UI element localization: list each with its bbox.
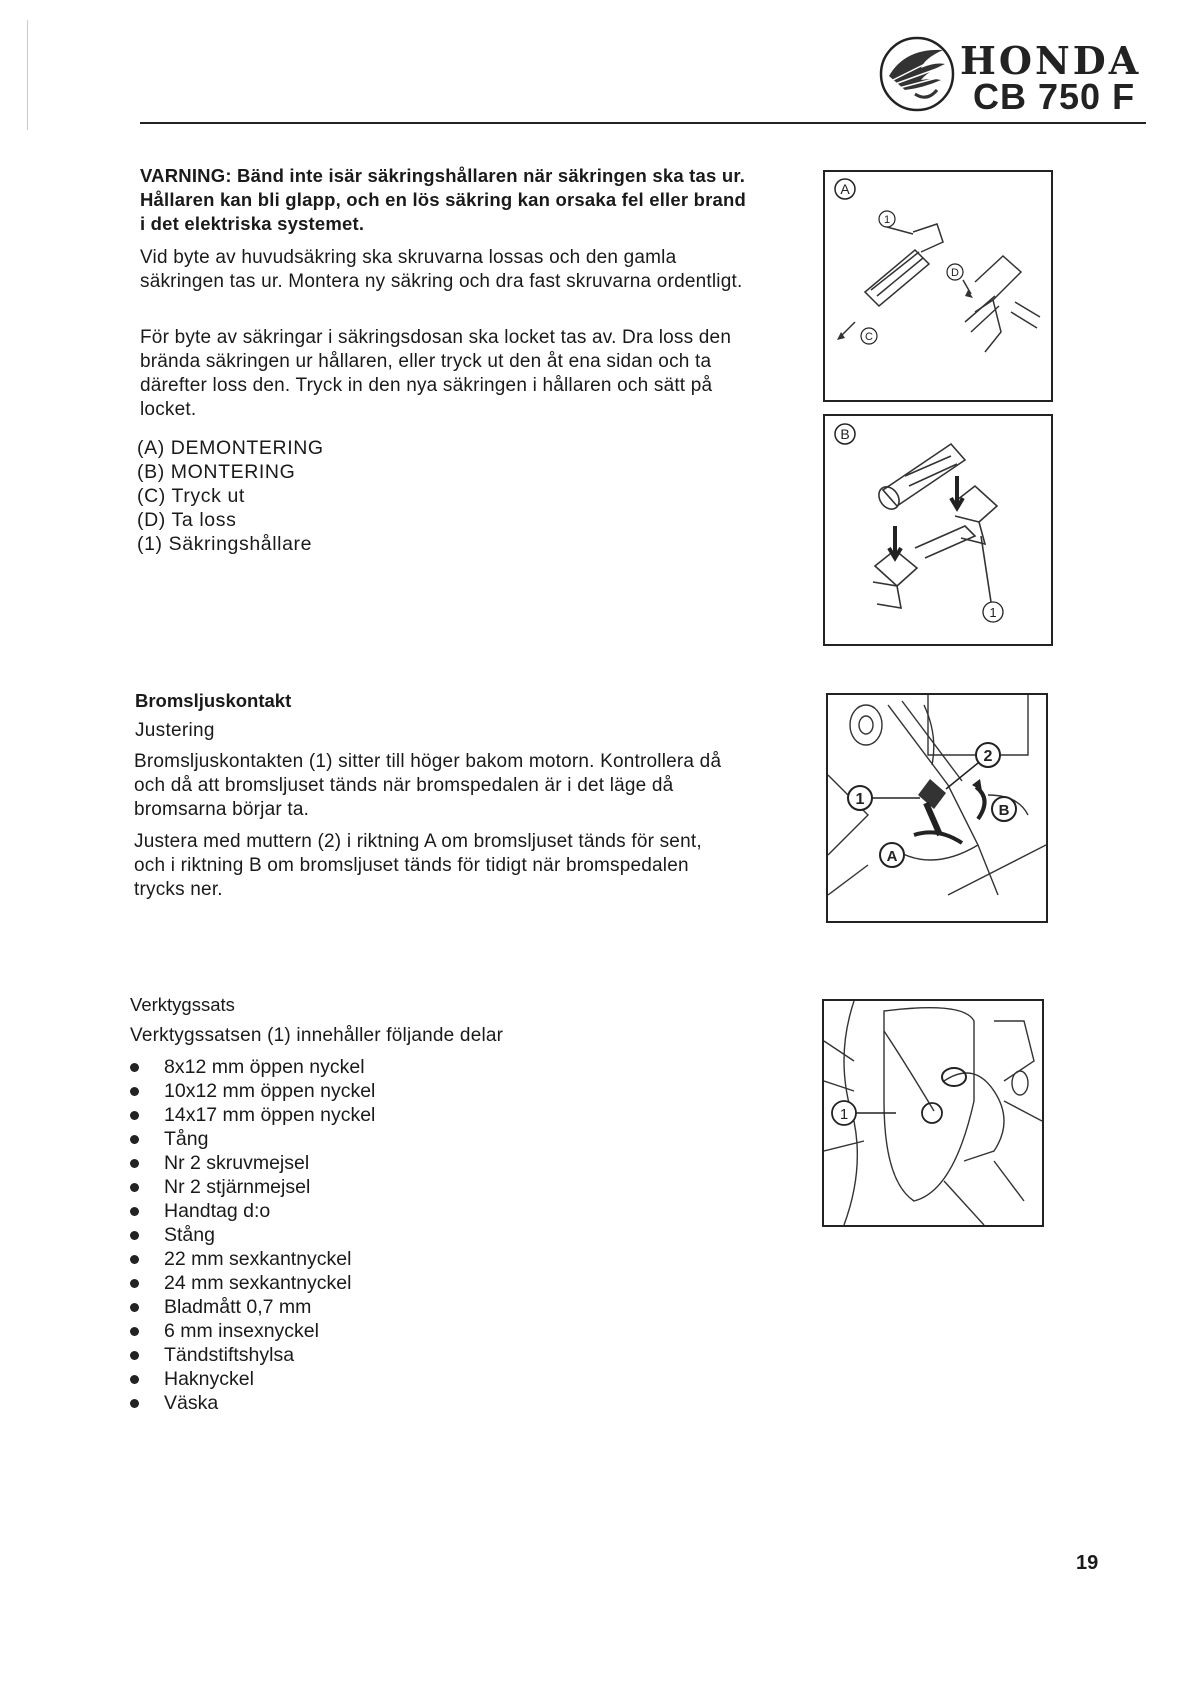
legend-item: (C) Tryck ut xyxy=(137,485,245,507)
fuse-paragraph-main: Vid byte av huvudsäkring ska skruvarna lossas och den gamla säkringen tas ur. Montera ny säkring och dra fast skruvarna ordentligt. xyxy=(140,247,743,292)
callout-label: A xyxy=(886,848,898,865)
bullet-icon xyxy=(130,1183,139,1192)
bullet-icon xyxy=(130,1231,139,1240)
figure-fuse-removal xyxy=(823,170,1053,402)
figure-letter: A xyxy=(840,181,850,197)
callout-label: 1 xyxy=(839,1106,849,1123)
legend-item: (D) Ta loss xyxy=(137,509,237,531)
tool-kit-illustration xyxy=(824,1001,1042,1225)
bullet-icon xyxy=(130,1375,139,1384)
brake-paragraph-adjust: Justera med muttern (2) i riktning A om bromsljuset tänds för sent, och i riktning B om bromsljuset tänds för tidigt när bromspedalen trycks ner. xyxy=(134,831,702,900)
figure-fuse-installation xyxy=(823,414,1053,646)
fuse-installation-illustration xyxy=(825,416,1051,644)
callout-label: B xyxy=(998,802,1010,819)
bullet-icon xyxy=(130,1279,139,1288)
bullet-icon xyxy=(130,1351,139,1360)
callout-label: 2 xyxy=(983,748,993,765)
tools-heading: Verktygssats xyxy=(130,994,235,1015)
honda-logo xyxy=(875,28,1155,118)
fuse-paragraph-box: För byte av säkringar i säkringsdosan ska locket tas av. Dra loss den brända säkringen ur hållaren, eller tryck ut den åt ena sidan och ta därefter loss den. Tryck in den nya säkringen i hållaren och sätt på locket. xyxy=(140,327,732,420)
brand-name: HONDA xyxy=(960,38,1142,83)
bullet-icon xyxy=(130,1255,139,1264)
scan-margin-mark xyxy=(27,20,28,130)
callout-label: D xyxy=(951,267,959,279)
fuse-removal-illustration xyxy=(825,172,1051,400)
figure-brake-switch xyxy=(826,693,1048,923)
bullet-icon xyxy=(130,1399,139,1408)
legend-item: (1) Säkringshållare xyxy=(137,533,313,555)
figure-legend xyxy=(137,436,324,556)
bullet-icon xyxy=(130,1111,139,1120)
bullet-icon xyxy=(130,1303,139,1312)
figure-tool-kit xyxy=(822,999,1044,1227)
callout-label: C xyxy=(865,331,873,343)
brake-subheading: Justering xyxy=(135,720,215,741)
legend-item: (A) DEMONTERING xyxy=(137,437,324,459)
bullet-icon xyxy=(130,1135,139,1144)
brake-switch-illustration xyxy=(828,695,1046,921)
warning-text: VARNING: Bänd inte isär säkringshållaren när säkringen ska tas ur. Hållaren kan bli glapp, och en lös säkring kan orsaka fel eller brand i det elektriska systemet. xyxy=(140,165,746,234)
callout-label: 1 xyxy=(855,791,865,808)
header-rule xyxy=(140,122,1146,124)
bullet-icon xyxy=(130,1087,139,1096)
model-name: CB 750 F xyxy=(973,76,1136,117)
brake-heading: Bromsljuskontakt xyxy=(135,690,292,711)
bullet-icon xyxy=(130,1063,139,1072)
callout-label: 1 xyxy=(989,605,997,620)
bullet-icon xyxy=(130,1327,139,1336)
legend-item: (B) MONTERING xyxy=(137,461,296,483)
callout-label: 1 xyxy=(883,214,891,226)
figure-letter: B xyxy=(840,426,850,442)
bullet-icon xyxy=(130,1207,139,1216)
brake-paragraph-check: Bromsljuskontakten (1) sitter till höger bakom motorn. Kontrollera då och då att bromsljuset tänds när bromspedalen är i det läge då bromsarna börjar ta. xyxy=(134,751,722,820)
tools-intro: Verktygssatsen (1) innehåller följande delar xyxy=(130,1025,504,1046)
bullet-icon xyxy=(130,1159,139,1168)
wing-emblem-icon xyxy=(875,28,965,118)
page-number: 19 xyxy=(1076,1552,1099,1574)
